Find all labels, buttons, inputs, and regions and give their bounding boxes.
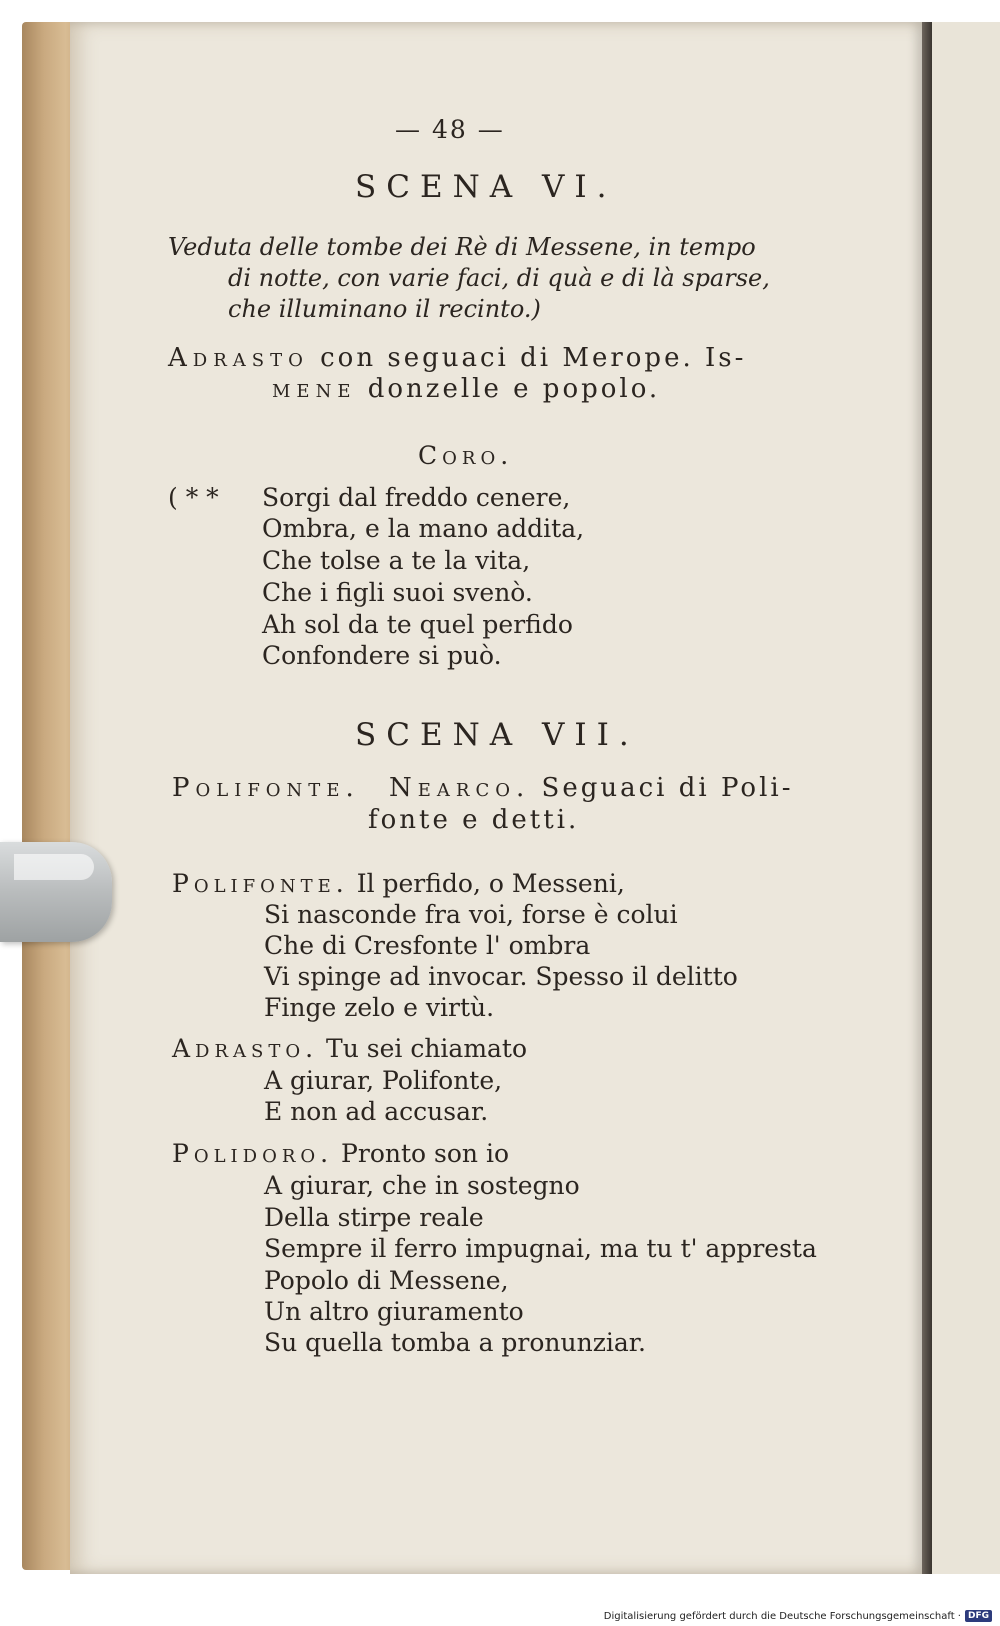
scene-6-heading: SCENA VI. bbox=[355, 169, 617, 205]
cast-name-ismene: mene bbox=[272, 374, 357, 404]
speech-polidoro-first-line bbox=[172, 1139, 509, 1169]
chorus-marker: ( * * bbox=[168, 483, 219, 512]
chorus-line-6: Confondere si può. bbox=[262, 641, 502, 670]
speech-line: Su quella tomba a pronunziar. bbox=[264, 1328, 646, 1357]
chorus-line-2: Ombra, e la mano addita, bbox=[262, 514, 585, 543]
scene-7-heading: SCENA VII. bbox=[355, 717, 639, 753]
speaker-name: Polifonte. bbox=[172, 869, 349, 898]
speech-line: A giurar, che in sostegno bbox=[264, 1171, 580, 1200]
speech-line: Si nasconde fra voi, forse è colui bbox=[264, 900, 678, 929]
facing-page-edge bbox=[932, 22, 1000, 1574]
dfg-logo: DFG bbox=[965, 1610, 992, 1622]
chorus-line-1: Sorgi dal freddo cenere, bbox=[262, 483, 571, 512]
speech-line: E non ad accusar. bbox=[264, 1097, 489, 1126]
cast-name-nearco: Nearco. bbox=[389, 773, 531, 803]
speech-text: Tu sei chiamato bbox=[326, 1034, 528, 1063]
chorus-line-4: Che i figli suoi svenò. bbox=[262, 578, 533, 607]
speech-line: Che di Cresfonte l' ombra bbox=[264, 931, 591, 960]
cast-name-adrasto: Adrasto bbox=[168, 343, 309, 373]
scene-6-cast-line-1 bbox=[168, 343, 746, 373]
credit-text: Digitalisierung gefördert durch die Deutsche Forschungsgemeinschaft · bbox=[603, 1610, 961, 1622]
speaker-name: Polidoro. bbox=[172, 1139, 334, 1168]
stage-direction-line-1: Veduta delle tombe dei Rè di Messene, in tempo bbox=[168, 233, 756, 261]
speech-line: Della stirpe reale bbox=[264, 1203, 484, 1232]
book-gutter bbox=[922, 22, 932, 1574]
speech-line: Popolo di Messene, bbox=[264, 1266, 509, 1295]
cast-name-polifonte: Polifonte. bbox=[172, 773, 360, 803]
scene-6-cast-line-2 bbox=[272, 374, 660, 404]
speech-line: Finge zelo e virtù. bbox=[264, 993, 495, 1022]
chorus-line-3: Che tolse a te la vita, bbox=[262, 546, 531, 575]
scanner-clip bbox=[0, 842, 112, 942]
speech-line: A giurar, Polifonte, bbox=[264, 1066, 503, 1095]
stage-direction-line-2: di notte, con varie faci, di quà e di là sparse, bbox=[228, 264, 770, 292]
speech-line: Sempre il ferro impugnai, ma tu t' appresta bbox=[264, 1234, 817, 1263]
speech-line: Vi spinge ad invocar. Spesso il delitto bbox=[264, 962, 738, 991]
cast-text: donzelle e popolo. bbox=[367, 374, 661, 404]
speech-line: Un altro giuramento bbox=[264, 1297, 524, 1326]
digitization-credit bbox=[604, 1610, 992, 1622]
chorus-label: Coro. bbox=[418, 441, 514, 470]
scene-7-cast-line-1 bbox=[172, 773, 793, 803]
speech-polifonte-first-line bbox=[172, 869, 625, 899]
speaker-name: Adrasto. bbox=[172, 1034, 319, 1063]
speech-text: Pronto son io bbox=[341, 1139, 509, 1168]
cast-text: Seguaci di Poli- bbox=[541, 773, 794, 803]
scene-7-cast-line-2: fonte e detti. bbox=[368, 805, 580, 835]
page-number: — 48 — bbox=[395, 115, 505, 144]
speech-adrasto-first-line bbox=[172, 1034, 527, 1064]
cast-text: con seguaci di Merope. Is- bbox=[320, 343, 747, 373]
stage-direction-line-3: che illuminano il recinto.) bbox=[228, 295, 541, 323]
chorus-line-5: Ah sol da te quel perfido bbox=[262, 610, 573, 639]
speech-text: Il perfido, o Messeni, bbox=[356, 869, 625, 898]
